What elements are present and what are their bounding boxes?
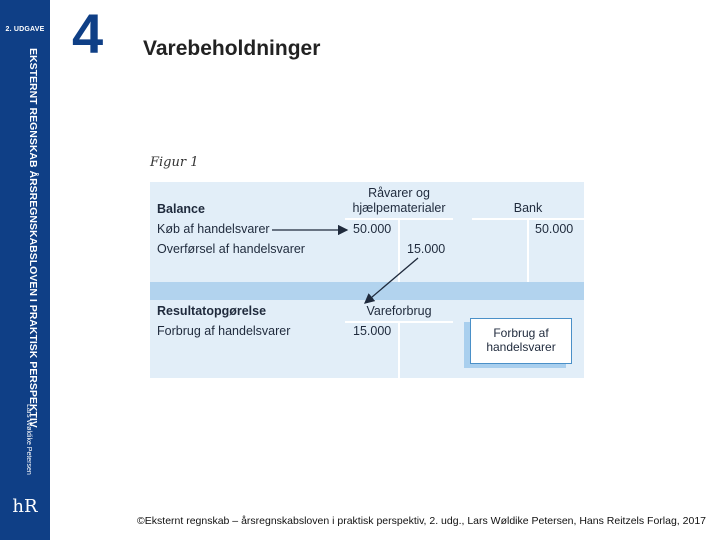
arrow-overforsel-to-vareforbrug <box>365 258 418 303</box>
copyright-footer: ©Eksternt regnskab – årsregnskabsloven i praktisk perspektiv, 2. udg., Lars Wøldike Petersen, Hans Reitzels Forlag, 2017 <box>137 515 706 527</box>
note-line2: handelsvarer <box>486 340 556 354</box>
row-forbrug-debit: 15.000 <box>353 324 392 338</box>
figure-label: Figur 1 <box>150 155 199 170</box>
row-kob-label: Køb af handelsvarer <box>157 222 270 236</box>
book-spine-title: EKSTERNT REGNSKAB ÅRSREGNSKABSLOVEN I PRAKTISK PERSPEKTIV <box>27 48 39 428</box>
chapter-number: 4 <box>72 2 104 65</box>
sidebar <box>0 0 50 540</box>
resultatopgorelse-header: Resultatopgørelse <box>157 304 267 318</box>
edition-label: 2. UDGAVE <box>5 26 45 33</box>
note-line1: Forbrug af <box>493 326 549 340</box>
raavarer-header-line2: hjælpematerialer <box>352 201 446 215</box>
balance-header: Balance <box>157 202 205 216</box>
chapter-title: Varebeholdninger <box>143 37 321 60</box>
author-name: Lars Wøldike Petersen <box>25 404 32 475</box>
raavarer-header-line1: Råvarer og <box>368 186 430 200</box>
bank-header: Bank <box>513 201 543 215</box>
t-account-diagram <box>150 182 584 378</box>
publisher-logo: hR <box>12 496 38 517</box>
row-kob-debit: 50.000 <box>353 222 392 236</box>
row-forbrug-label: Forbrug af handelsvarer <box>157 324 291 338</box>
note-scroll <box>470 318 572 364</box>
row-kob-bank-credit: 50.000 <box>535 222 574 236</box>
vareforbrug-header: Vareforbrug <box>366 304 432 318</box>
row-overforsel-credit: 15.000 <box>407 242 446 256</box>
row-overforsel-label: Overførsel af handelsvarer <box>157 242 305 256</box>
